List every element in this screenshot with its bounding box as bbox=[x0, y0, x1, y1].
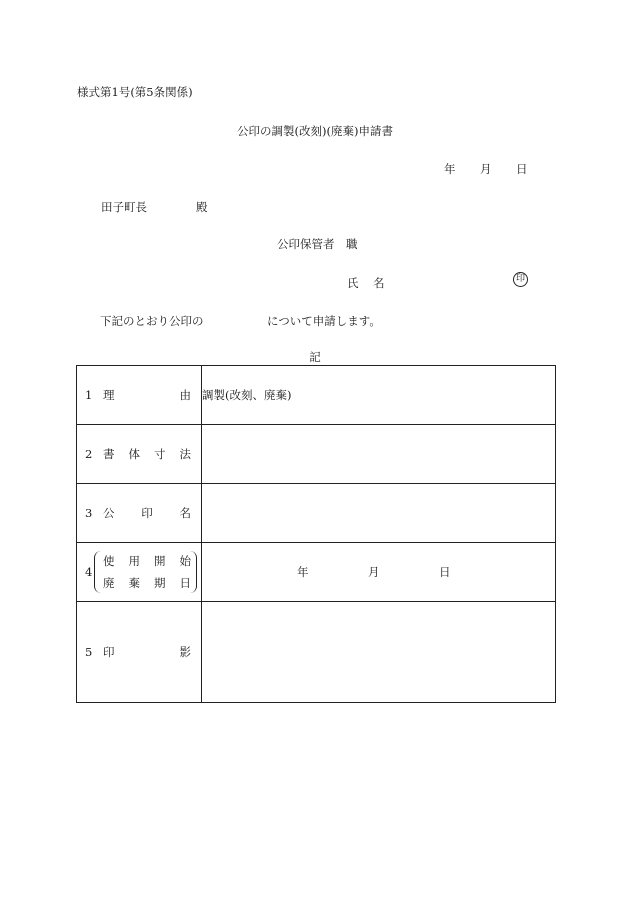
row4-day-label: 日 bbox=[439, 565, 451, 579]
label-reason: 理 由 bbox=[103, 388, 191, 402]
table-row-seal-impression bbox=[77, 602, 556, 703]
row-number: 1 bbox=[85, 388, 93, 402]
table-row-seal-name bbox=[77, 484, 556, 543]
seal-name-value[interactable] bbox=[202, 484, 556, 543]
label-seal-impression: 印 影 bbox=[103, 645, 191, 659]
custodian-label: 公印保管者 職 bbox=[277, 237, 358, 251]
table-row-dates bbox=[77, 543, 556, 602]
row-number: 5 bbox=[85, 645, 93, 659]
font-size-value[interactable] bbox=[202, 425, 556, 484]
label-use-start: 使 用 開 始 bbox=[103, 554, 191, 568]
date-year-label: 年 bbox=[444, 162, 456, 176]
label-seal-name: 公 印 名 bbox=[103, 506, 191, 520]
date-month-label: 月 bbox=[480, 162, 492, 176]
seal-mark-icon: 印 bbox=[513, 272, 528, 287]
addressee-name: 田子町長 bbox=[101, 200, 147, 214]
addressee-honorific: 殿 bbox=[196, 200, 208, 214]
application-table bbox=[76, 365, 556, 703]
date-day-label: 日 bbox=[516, 162, 528, 176]
form-number: 様式第1号(第5条関係) bbox=[77, 85, 193, 99]
label-font-size: 書 体 寸 法 bbox=[103, 447, 191, 461]
request-text-after: について申請します。 bbox=[267, 314, 381, 328]
table-row-reason bbox=[77, 366, 556, 425]
row4-year-label: 年 bbox=[297, 565, 309, 579]
label-disposal-date: 廃 棄 期 日 bbox=[103, 576, 191, 590]
reason-value[interactable]: 調製(改刻、廃棄) bbox=[202, 366, 556, 425]
dates-value[interactable] bbox=[202, 543, 556, 602]
seal-impression-area[interactable] bbox=[202, 602, 556, 703]
name-label-shi: 氏 bbox=[347, 276, 359, 290]
name-label-mei: 名 bbox=[373, 276, 385, 290]
row-number: 4 bbox=[85, 565, 93, 579]
row-number: 3 bbox=[85, 506, 93, 520]
row-number: 2 bbox=[85, 447, 93, 461]
table-row-font-size bbox=[77, 425, 556, 484]
row4-month-label: 月 bbox=[368, 565, 380, 579]
form-title: 公印の調製(改刻)(廃棄)申請書 bbox=[237, 124, 393, 138]
request-text-before: 下記のとおり公印の bbox=[100, 314, 204, 328]
ki-heading: 記 bbox=[309, 350, 321, 364]
